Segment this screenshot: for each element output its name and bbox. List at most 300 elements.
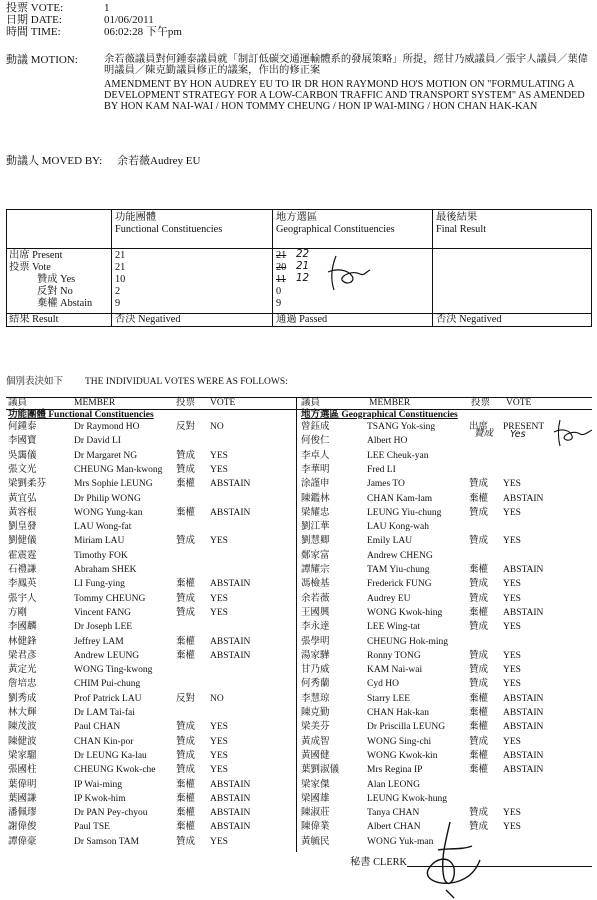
vote-en: YES (210, 736, 228, 747)
vote-zh: 棄權 (176, 507, 196, 518)
gc-member-row (301, 536, 591, 550)
vote-en: ABSTAIN (503, 722, 544, 733)
gc-member-row (301, 751, 591, 765)
vote-en: ABSTAIN (503, 765, 544, 776)
fc-member-row (8, 694, 294, 708)
fc-member-row (8, 794, 294, 808)
gc-member-row (301, 465, 591, 479)
member-name-zh: 陳偉業 (301, 822, 330, 833)
gc-vote-corrected: 21 (296, 260, 310, 272)
vote-zh: 棄權 (176, 479, 196, 490)
member-name-en: WONG Yuk-man (367, 836, 434, 847)
vote-en: ABSTAIN (503, 750, 544, 761)
vote-zh: 棄權 (176, 636, 196, 647)
individual-heading-zh: 個別表決如下 (6, 377, 64, 387)
member-name-zh: 何俊仁 (301, 436, 330, 447)
handwritten-vote-zh: 贊成 (474, 428, 494, 439)
member-name-en: Miriam LAU (74, 536, 125, 547)
member-name-en: Fred LI (367, 464, 396, 475)
member-name-zh: 何鍾泰 (8, 422, 37, 432)
member-name-en: Andrew LEUNG (74, 650, 140, 661)
fc-member-row (8, 579, 294, 593)
member-name-zh: 石禮謙 (8, 565, 37, 575)
gc-yes-original: 11 (276, 274, 286, 285)
gc-member-row (301, 765, 591, 779)
member-name-en: Dr Joseph LEE (74, 622, 133, 633)
vote-en: ABSTAIN (210, 507, 251, 518)
vote-en: YES (503, 622, 521, 633)
member-name-en: Vincent FANG (74, 607, 132, 618)
fc-member-row (8, 522, 294, 536)
vote-en: ABSTAIN (503, 708, 544, 718)
gc-result: 通過 Passed (276, 314, 328, 325)
fc-member-row (8, 608, 294, 622)
member-name-zh: 梁家騮 (8, 750, 37, 761)
member-name-zh: 吳靄儀 (8, 450, 37, 461)
vote-zh: 贊成 (176, 464, 196, 475)
vote-en: ABSTAIN (210, 822, 251, 833)
vote-zh: 贊成 (176, 765, 196, 776)
vote-en: ABSTAIN (210, 793, 251, 804)
vote-zh: 贊成 (176, 450, 196, 461)
fc-present: 21 (115, 250, 126, 261)
member-name-zh: 張學明 (301, 636, 330, 647)
member-name-en: Dr Priscilla LEUNG (367, 722, 446, 733)
member-name-zh: 王國興 (301, 607, 330, 618)
member-name-zh: 謝偉俊 (8, 822, 37, 833)
mover-label: 動議人 MOVED BY: (6, 155, 103, 167)
member-name-en: Dr David LI (74, 436, 121, 447)
fc-col-member-en: MEMBER (74, 398, 116, 408)
member-name-zh: 林大輝 (8, 708, 37, 718)
vote-zh: 棄權 (469, 708, 489, 718)
vote-en: ABSTAIN (503, 607, 544, 618)
fc-col-member-zh: 議員 (8, 398, 28, 408)
member-name-en: James TO (367, 479, 405, 490)
member-name-zh: 李國麟 (8, 622, 37, 633)
fc-member-row (8, 565, 294, 579)
vote-en: ABSTAIN (210, 479, 251, 490)
member-name-en: LI Fung-ying (74, 579, 125, 590)
gc-no: 0 (276, 286, 282, 297)
vote-en: NO (210, 422, 224, 432)
vote-zh: 贊成 (469, 507, 489, 518)
member-name-zh: 梁耀忠 (301, 507, 330, 518)
fc-member-row (8, 751, 294, 765)
member-name-zh: 梁劉柔芬 (8, 479, 47, 490)
member-name-en: Paul TSE (74, 822, 110, 833)
vote-zh: 反對 (176, 693, 196, 704)
vote-zh: 贊成 (469, 593, 489, 604)
member-name-en: Dr Raymond HO (74, 422, 140, 432)
member-name-zh: 葉國謙 (8, 793, 37, 804)
fc-member-row (8, 765, 294, 779)
gc-member-row (301, 608, 591, 622)
member-name-zh: 梁家傑 (301, 779, 330, 790)
fc-result: 否決 Negatived (115, 314, 181, 325)
vote-number: 1 (104, 2, 110, 14)
vote-en: ABSTAIN (503, 693, 544, 704)
vote-en: YES (503, 808, 521, 819)
member-name-zh: 張文光 (8, 464, 37, 475)
member-name-en: Albert HO (367, 436, 408, 447)
gc-yes-corrected: 12 (296, 272, 310, 284)
fc-member-row (8, 551, 294, 565)
member-name-zh: 張宇人 (8, 593, 37, 604)
member-name-en: Dr Samson TAM (74, 836, 140, 847)
gc-member-row (301, 694, 591, 708)
member-name-en: LEE Wing-tat (367, 622, 420, 633)
final-result: 否決 Negatived (436, 314, 502, 325)
member-name-zh: 湯家驊 (301, 650, 330, 661)
member-name-en: WONG Kwok-kin (367, 750, 438, 761)
member-name-zh: 譚偉豪 (8, 836, 37, 847)
member-name-zh: 葉偉明 (8, 779, 37, 790)
gc-member-row (301, 594, 591, 608)
fc-member-row (8, 651, 294, 665)
gc-col-member-zh: 議員 (301, 398, 321, 408)
member-name-en: WONG Kwok-hing (367, 607, 443, 618)
member-name-en: Cyd HO (367, 679, 399, 690)
fc-member-row (8, 737, 294, 751)
vote-en: YES (503, 679, 521, 690)
member-name-zh: 霍震霆 (8, 550, 37, 561)
vote-en: YES (503, 507, 521, 518)
fc-member-row (8, 594, 294, 608)
fc-member-row (8, 722, 294, 736)
vote-zh: 贊成 (469, 579, 489, 590)
fc-member-list (8, 422, 294, 852)
member-name-zh: 梁君彥 (8, 650, 37, 661)
vote-en: YES (503, 593, 521, 604)
gc-member-row (301, 479, 591, 493)
member-name-en: Tommy CHEUNG (74, 593, 146, 604)
gc-member-row (301, 679, 591, 693)
member-name-en: Ronny TONG (367, 650, 421, 661)
member-name-en: Tanya CHAN (367, 808, 420, 819)
clerk-label: 秘書 CLERK (350, 857, 407, 868)
fc-member-row (8, 837, 294, 851)
member-name-zh: 梁美芬 (301, 722, 330, 733)
member-name-en: CHEUNG Hok-ming (367, 636, 449, 647)
abstain-label: 棄權 Abstain (37, 298, 93, 309)
gc-header-zh: 地方選區 (276, 212, 318, 223)
member-name-en: Paul CHAN (74, 722, 121, 733)
member-name-zh: 詹培忠 (8, 679, 37, 690)
member-name-zh: 黃國健 (301, 750, 330, 761)
fc-member-row (8, 536, 294, 550)
vote-zh: 贊成 (176, 750, 196, 761)
present-label: 出席 Present (9, 250, 63, 261)
gc-col-vote-zh: 投票 (471, 398, 491, 408)
member-name-zh: 李卓人 (301, 450, 330, 461)
fc-member-row (8, 622, 294, 636)
member-name-en: Audrey EU (367, 593, 411, 604)
correction-initials-signature (322, 252, 372, 294)
fc-member-row (8, 465, 294, 479)
vote-zh: 棄權 (176, 779, 196, 790)
member-name-zh: 李永達 (301, 622, 330, 633)
vote-zh: 棄權 (469, 565, 489, 575)
vote-en: ABSTAIN (210, 579, 251, 590)
member-name-en: Timothy FOK (74, 550, 128, 561)
vote-en: YES (210, 464, 228, 475)
vote-en: YES (210, 450, 228, 461)
member-name-en: Prof Patrick LAU (74, 693, 142, 704)
member-name-en: LAU Wong-fat (74, 522, 132, 533)
individual-heading-en: THE INDIVIDUAL VOTES WERE AS FOLLOWS: (85, 377, 288, 387)
member-name-zh: 劉健儀 (8, 536, 37, 547)
clerk-signature-line (407, 866, 592, 867)
member-name-zh: 鄭家富 (301, 550, 330, 561)
member-name-en: IP Kwok-him (74, 793, 126, 804)
member-name-en: Andrew CHENG (367, 550, 433, 561)
yes-label: 贊成 Yes (37, 274, 76, 285)
gc-member-row (301, 665, 591, 679)
gc-member-row (301, 708, 591, 722)
vote-zh: 贊成 (469, 822, 489, 833)
correction-initials-signature-2 (550, 418, 594, 448)
vote-zh: 棄權 (469, 693, 489, 704)
member-name-en: Dr Margaret NG (74, 450, 138, 461)
member-name-zh: 張國柱 (8, 765, 37, 776)
fc-member-row (8, 479, 294, 493)
vote-zh: 贊成 (176, 593, 196, 604)
member-name-zh: 陳茂波 (8, 722, 37, 733)
member-name-zh: 陳健波 (8, 736, 37, 747)
gc-member-row (301, 451, 591, 465)
member-name-en: LEE Cheuk-yan (367, 450, 429, 461)
member-name-en: CHAN Hak-kan (367, 708, 430, 718)
vote-en: YES (210, 593, 228, 604)
member-name-zh: 劉皇發 (8, 522, 37, 533)
handwritten-vote-en: Yes (510, 429, 526, 440)
vote-en: YES (503, 822, 521, 833)
fc-member-row (8, 665, 294, 679)
member-name-zh: 黃宜弘 (8, 493, 37, 504)
member-name-en: Starry LEE (367, 693, 411, 704)
member-name-zh: 葉劉淑儀 (301, 765, 340, 776)
gc-member-row (301, 436, 591, 450)
vote-en: YES (210, 607, 228, 618)
date-label: 日期 DATE: (6, 14, 62, 26)
vote-en: ABSTAIN (210, 650, 251, 661)
member-name-zh: 甘乃威 (301, 665, 330, 676)
vote-zh: 贊成 (469, 479, 489, 490)
member-name-zh: 黃定光 (8, 665, 37, 676)
fc-member-row (8, 637, 294, 651)
fc-no: 2 (115, 286, 121, 297)
vote-zh: 棄權 (176, 579, 196, 590)
vote-en: YES (503, 536, 521, 547)
member-name-en: WONG Yung-kan (74, 507, 143, 518)
gc-section-title: 地方選區 Geographical Constituencies (301, 410, 458, 420)
vote-zh: 棄權 (469, 722, 489, 733)
vote-en: YES (503, 579, 521, 590)
member-name-en: LEUNG Yiu-chung (367, 507, 442, 518)
vote-zh: 棄權 (176, 822, 196, 833)
vote-zh: 贊成 (469, 808, 489, 819)
member-name-en: Dr LEUNG Ka-lau (74, 750, 147, 761)
vote-zh: 贊成 (469, 665, 489, 676)
member-name-zh: 陳鑑林 (301, 493, 330, 504)
gc-member-row (301, 780, 591, 794)
member-name-en: LEUNG Kwok-hung (367, 793, 447, 804)
member-name-en: CHAN Kin-por (74, 736, 134, 747)
vote-zh: 棄權 (176, 650, 196, 661)
gc-col-member-en: MEMBER (369, 398, 411, 408)
gc-col-vote-en: VOTE (506, 398, 532, 408)
member-name-en: KAM Nai-wai (367, 665, 423, 676)
member-name-en: TSANG Yok-sing (367, 422, 436, 432)
vote-en: YES (503, 479, 521, 490)
motion-text-english: AMENDMENT BY HON AUDREY EU TO IR DR HON RAYMOND HO'S MOTION ON "FORMULATING A DEVELOPMENT STRATEGY FOR A LOW-CARBON TRAFFIC AND TRANSPORT SYSTEM" AS AMENDED BY HON KAM NAI-WAI / HON TOMMY CHEUNG / HON IP WAI-MING / HON CHAN HAK-KAN (104, 79, 585, 113)
member-name-zh: 黃成智 (301, 736, 330, 747)
fc-member-row (8, 508, 294, 522)
vote-en: ABSTAIN (210, 636, 251, 647)
member-name-zh: 劉秀成 (8, 693, 37, 704)
vote-en: ABSTAIN (503, 493, 544, 504)
member-name-en: CHEUNG Kwok-che (74, 765, 156, 776)
fc-section-title: 功能團體 Functional Constituencies (8, 410, 154, 420)
member-name-zh: 李鳳英 (8, 579, 37, 590)
time-label: 時間 TIME: (6, 26, 61, 38)
vote-zh: 贊成 (176, 607, 196, 618)
vote-zh: 贊成 (469, 650, 489, 661)
gc-member-row (301, 737, 591, 751)
vote-en: YES (503, 665, 521, 676)
vote-zh: 贊成 (176, 836, 196, 847)
gc-member-row (301, 422, 591, 436)
fc-member-row (8, 494, 294, 508)
member-name-en: Frederick FUNG (367, 579, 432, 590)
vote-zh: 反對 (176, 422, 196, 432)
vote-en: YES (210, 836, 228, 847)
vote-zh: 棄權 (469, 765, 489, 776)
vote-zh: 贊成 (176, 722, 196, 733)
vote-en: YES (503, 650, 521, 661)
gc-present-corrected: 22 (296, 248, 310, 260)
vote-en: YES (210, 750, 228, 761)
motion-label: 動議 MOTION: (6, 54, 78, 66)
vote-zh: 棄權 (469, 750, 489, 761)
member-name-en: Emily LAU (367, 536, 413, 547)
gc-member-row (301, 508, 591, 522)
vote-en: ABSTAIN (503, 565, 544, 575)
fc-member-row (8, 708, 294, 722)
vote-zh: 贊成 (469, 679, 489, 690)
gc-member-row (301, 622, 591, 636)
member-name-en: Jeffrey LAM (74, 636, 124, 647)
fc-member-row (8, 436, 294, 450)
gc-member-row (301, 722, 591, 736)
member-name-en: Mrs Sophie LEUNG (74, 479, 153, 490)
member-name-en: LAU Kong-wah (367, 522, 430, 533)
member-name-zh: 黃容根 (8, 507, 37, 518)
gc-member-row (301, 794, 591, 808)
member-name-en: TAM Yiu-chung (367, 565, 430, 575)
gc-abstain: 9 (276, 298, 282, 309)
member-name-en: IP Wai-ming (74, 779, 123, 790)
gc-member-row (301, 565, 591, 579)
mover-name: 余若薇Audrey EU (117, 155, 201, 167)
vote-zh: 棄權 (176, 808, 196, 819)
member-name-zh: 梁國雄 (301, 793, 330, 804)
member-name-en: Dr PAN Pey-chyou (74, 808, 148, 819)
vote-zh: 贊成 (469, 622, 489, 633)
member-name-zh: 涂謹申 (301, 479, 330, 490)
member-name-en: Dr LAM Tai-fai (74, 708, 135, 718)
member-name-zh: 潘佩璆 (8, 808, 37, 819)
vote-zh: 贊成 (469, 736, 489, 747)
vote-count-label: 投票 Vote (9, 262, 51, 273)
member-name-zh: 林健鋒 (8, 636, 37, 647)
member-name-en: WONG Sing-chi (367, 736, 432, 747)
fc-abstain: 9 (115, 298, 121, 309)
final-header-zh: 最後結果 (436, 212, 478, 223)
vote-zh: 棄權 (176, 793, 196, 804)
clerk-signature (410, 820, 490, 900)
date-value: 01/06/2011 (104, 14, 154, 26)
member-name-zh: 陳淑莊 (301, 808, 330, 819)
member-name-en: Abraham SHEK (74, 565, 137, 575)
member-name-zh: 曾鈺成 (301, 422, 330, 432)
member-name-zh: 陳克勤 (301, 708, 330, 718)
motion-text-chinese: 余若薇議員對何鍾泰議員就「制訂低碳交通運輸體系的發展策略」所提，經甘乃威議員／張宇人議員／葉偉明議員／陳克勤議員修正的議案，作出的修正案 (104, 54, 588, 77)
fc-header-en: Functional Constituencies (115, 224, 223, 235)
member-name-en: CHAN Kam-lam (367, 493, 433, 504)
no-label: 反對 No (37, 286, 73, 297)
member-name-en: Mrs Regina IP (367, 765, 423, 776)
member-name-zh: 劉慧卿 (301, 536, 330, 547)
fc-member-row (8, 822, 294, 836)
gc-member-row (301, 522, 591, 536)
member-name-zh: 譚耀宗 (301, 565, 330, 575)
time-value: 06:02:28 下午pm (104, 26, 182, 38)
vote-zh: 贊成 (176, 736, 196, 747)
fc-col-vote-en: VOTE (210, 398, 236, 408)
vote-en: YES (210, 536, 228, 547)
member-name-zh: 何秀蘭 (301, 679, 330, 690)
fc-member-row (8, 780, 294, 794)
vote-en: YES (210, 722, 228, 733)
vote-zh: 棄權 (469, 493, 489, 504)
member-name-en: Alan LEONG (367, 779, 421, 790)
member-name-en: CHIM Pui-chung (74, 679, 141, 690)
fc-header-zh: 功能團體 (115, 212, 157, 223)
vote-zh: 棄權 (469, 607, 489, 618)
gc-vote-original: 20 (276, 262, 287, 273)
vote-zh: 贊成 (176, 536, 196, 547)
gc-member-row (301, 651, 591, 665)
fc-member-row (8, 451, 294, 465)
member-name-en: Dr Philip WONG (74, 493, 141, 504)
vote-en: PRESENT (503, 422, 545, 432)
member-name-en: Albert CHAN (367, 822, 421, 833)
gc-member-list (301, 422, 591, 852)
fc-vote: 21 (115, 262, 126, 273)
member-name-zh: 劉江華 (301, 522, 330, 533)
vote-en: ABSTAIN (210, 808, 251, 819)
member-name-en: WONG Ting-kwong (74, 665, 153, 676)
gc-member-row (301, 551, 591, 565)
gc-member-row (301, 494, 591, 508)
member-name-zh: 李國寶 (8, 436, 37, 447)
final-header-en: Final Result (436, 224, 487, 235)
member-name-zh: 李華明 (301, 464, 330, 475)
vote-zh: 贊成 (469, 536, 489, 547)
gc-header-en: Geographical Constituencies (276, 224, 395, 235)
